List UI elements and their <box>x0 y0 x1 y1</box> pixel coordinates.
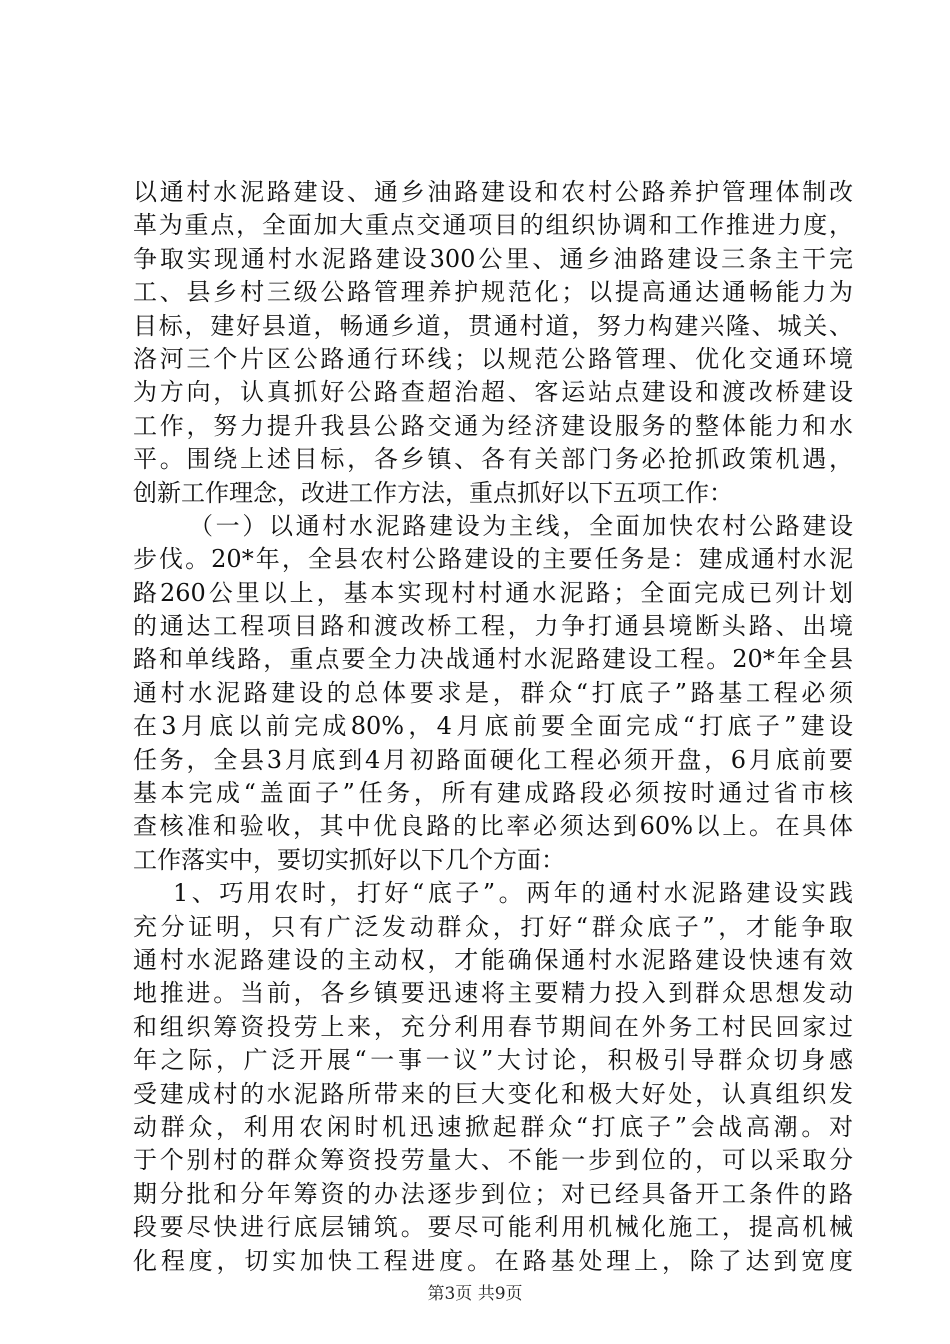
text-line: 以通村水泥路建设、通乡油路建设和农村公路养护管理体制改 <box>133 178 853 206</box>
text-line: 的通达工程项目路和渡改桥工程，力争打通县境断头路、出境 <box>133 612 853 641</box>
page-number-footer: 第3页 共9页 <box>427 1284 523 1304</box>
text-line: 于个别村的群众筹资投劳量大、不能一步到位的，可以采取分 <box>133 1146 853 1175</box>
numbered-item-line: 1、巧用农时，打好“底子”。两年的通村水泥路建设实践 <box>173 879 853 908</box>
text-line: 在3月底以前完成80%，4月底前要全面完成“打底子”建设 <box>133 712 853 741</box>
text-line: 段要尽快进行底层铺筑。要尽可能利用机械化施工，提高机械 <box>133 1213 853 1242</box>
text-line: 革为重点，全面加大重点交通项目的组织协调和工作推进力度， <box>133 211 853 240</box>
text-line: 和组织筹资投劳上来，充分利用春节期间在外务工村民回家过 <box>133 1012 853 1041</box>
text-line: 争取实现通村水泥路建设300公里、通乡油路建设三条主干完 <box>133 244 853 273</box>
text-line: 通村水泥路建设的主动权，才能确保通村水泥路建设快速有效 <box>133 945 853 974</box>
text-line: 步伐。20*年，全县农村公路建设的主要任务是：建成通村水泥 <box>133 545 853 574</box>
text-line: 工、县乡村三级公路管理养护规范化；以提高通达通畅能力为 <box>133 278 853 307</box>
text-line: 基本完成“盖面子”任务，所有建成路段必须按时通过省市核 <box>133 779 853 808</box>
text-line: 为方向，认真抓好公路查超治超、客运站点建设和渡改桥建设 <box>133 378 853 407</box>
text-line: 路260公里以上，基本实现村村通水泥路；全面完成已列计划 <box>133 578 853 607</box>
text-line: 年之际，广泛开展“一事一议”大讨论，积极引导群众切身感 <box>133 1046 853 1075</box>
section-heading-line: （一）以通村水泥路建设为主线，全面加快农村公路建设 <box>189 511 853 540</box>
text-line: 平。围绕上述目标，各乡镇、各有关部门务必抢抓政策机遇， <box>133 445 853 474</box>
text-line: 目标，建好县道，畅通乡道，贯通村道，努力构建兴隆、城关、 <box>133 311 853 340</box>
text-line: 受建成村的水泥路所带来的巨大变化和极大好处，认真组织发 <box>133 1079 853 1108</box>
text-line: 工作，努力提升我县公路交通为经济建设服务的整体能力和水 <box>133 411 853 440</box>
text-line: 通村水泥路建设的总体要求是，群众“打底子”路基工程必须 <box>133 678 853 707</box>
text-line: 充分证明，只有广泛发动群众，打好“群众底子”，才能争取 <box>133 912 853 941</box>
body-text <box>133 176 853 1278</box>
text-line: 任务，全县3月底到4月初路面硬化工程必须开盘，6月底前要 <box>133 745 853 774</box>
text-line: 化程度，切实加快工程进度。在路基处理上，除了达到宽度 <box>133 1246 853 1275</box>
text-line: 期分批和分年筹资的办法逐步到位；对已经具备开工条件的路 <box>133 1179 853 1208</box>
text-line: 地推进。当前，各乡镇要迅速将主要精力投入到群众思想发动 <box>133 979 853 1008</box>
text-line: 创新工作理念，改进工作方法，重点抓好以下五项工作： <box>133 478 733 507</box>
text-line: 路和单线路，重点要全力决战通村水泥路建设工程。20*年全县 <box>133 645 853 674</box>
text-line: 工作落实中，要切实抓好以下几个方面： <box>133 845 565 874</box>
text-line: 洛河三个片区公路通行环线；以规范公路管理、优化交通环境 <box>133 344 853 373</box>
text-line: 查核准和验收，其中优良路的比率必须达到60%以上。在具体 <box>133 812 853 841</box>
text-line: 动群众，利用农闲时机迅速掀起群众“打底子”会战高潮。对 <box>133 1112 853 1141</box>
